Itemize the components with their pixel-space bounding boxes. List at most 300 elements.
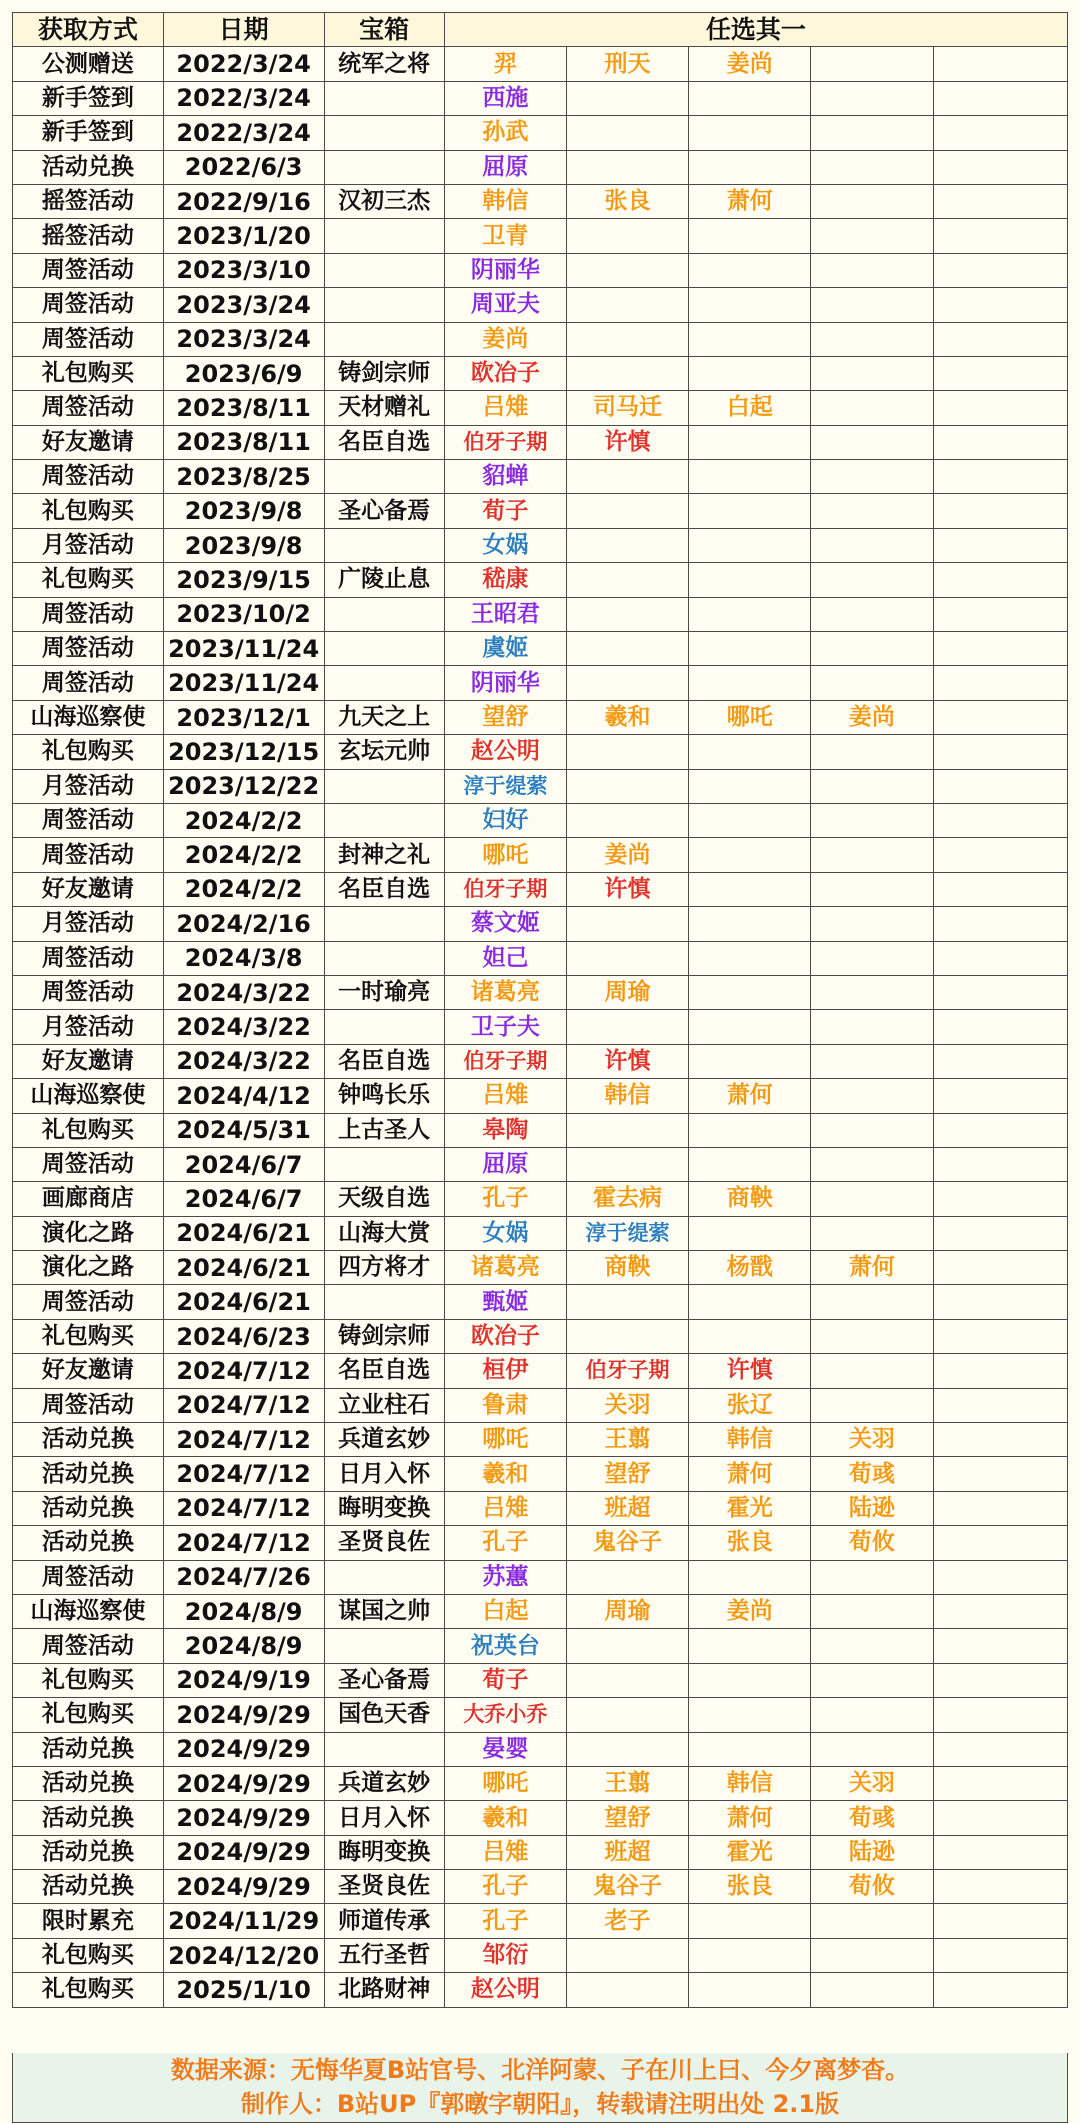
hero-cell: 周瑜 <box>566 975 688 1009</box>
hero-acquisition-table <box>12 12 1068 2008</box>
hero-cell: 许慎 <box>566 425 688 459</box>
empty-cell <box>811 872 933 906</box>
method-cell: 活动兑换 <box>13 1491 164 1525</box>
empty-cell <box>811 1560 933 1594</box>
table-row <box>13 1251 1068 1285</box>
table-row <box>13 1423 1068 1457</box>
method-cell: 演化之路 <box>13 1251 164 1285</box>
date-cell: 2024/2/16 <box>163 907 324 941</box>
hero-cell: 萧何 <box>689 1079 811 1113</box>
date-cell: 2023/8/11 <box>163 425 324 459</box>
table-row <box>13 1973 1068 2007</box>
empty-cell <box>689 735 811 769</box>
empty-cell <box>689 219 811 253</box>
hero-cell: 姜尚 <box>689 1594 811 1628</box>
hero-cell: 哪吒 <box>444 1423 566 1457</box>
box-cell: 北路财神 <box>324 1973 444 2007</box>
empty-cell <box>933 356 1068 390</box>
empty-cell <box>811 1698 933 1732</box>
empty-cell <box>566 253 688 287</box>
box-cell <box>324 150 444 184</box>
header-row <box>13 13 1068 47</box>
date-cell: 2024/7/12 <box>163 1423 324 1457</box>
table-row <box>13 1147 1068 1181</box>
empty-cell <box>811 975 933 1009</box>
hero-cell: 霍去病 <box>566 1182 688 1216</box>
hero-cell: 孔子 <box>444 1870 566 1904</box>
hero-cell: 赵公明 <box>444 735 566 769</box>
hero-cell: 张良 <box>689 1526 811 1560</box>
empty-cell <box>689 494 811 528</box>
empty-cell <box>689 1216 811 1250</box>
empty-cell <box>933 735 1068 769</box>
table-row <box>13 1216 1068 1250</box>
date-cell: 2023/6/9 <box>163 356 324 390</box>
method-cell: 礼包购买 <box>13 735 164 769</box>
hero-cell: 苏蕙 <box>444 1560 566 1594</box>
empty-cell <box>811 219 933 253</box>
hero-cell: 萧何 <box>811 1251 933 1285</box>
empty-cell <box>689 1285 811 1319</box>
empty-cell <box>811 1732 933 1766</box>
empty-cell <box>566 1113 688 1147</box>
empty-cell <box>933 1251 1068 1285</box>
empty-cell <box>689 1319 811 1353</box>
hero-cell: 白起 <box>689 391 811 425</box>
empty-cell <box>933 47 1068 81</box>
empty-cell <box>811 1182 933 1216</box>
empty-cell <box>811 769 933 803</box>
hero-cell: 姜尚 <box>689 47 811 81</box>
hero-cell: 邹衍 <box>444 1938 566 1972</box>
empty-cell <box>689 838 811 872</box>
date-cell: 2024/5/31 <box>163 1113 324 1147</box>
table-row <box>13 1319 1068 1353</box>
empty-cell <box>933 1870 1068 1904</box>
hero-cell: 甄姬 <box>444 1285 566 1319</box>
empty-cell <box>811 1079 933 1113</box>
empty-cell <box>689 1044 811 1078</box>
box-cell: 九天之上 <box>324 700 444 734</box>
box-cell: 圣心备焉 <box>324 494 444 528</box>
empty-cell <box>566 1560 688 1594</box>
table-row <box>13 1938 1068 1972</box>
date-cell: 2023/9/8 <box>163 528 324 562</box>
empty-cell <box>566 494 688 528</box>
date-cell: 2022/3/24 <box>163 116 324 150</box>
method-cell: 礼包购买 <box>13 1938 164 1972</box>
empty-cell <box>566 1629 688 1663</box>
empty-cell <box>566 150 688 184</box>
date-cell: 2024/6/7 <box>163 1147 324 1181</box>
box-cell <box>324 941 444 975</box>
hero-cell: 妲己 <box>444 941 566 975</box>
method-cell: 新手签到 <box>13 81 164 115</box>
box-cell: 圣心备焉 <box>324 1663 444 1697</box>
hero-cell: 诸葛亮 <box>444 975 566 1009</box>
table-row <box>13 494 1068 528</box>
hero-cell: 鬼谷子 <box>566 1526 688 1560</box>
method-cell: 月签活动 <box>13 907 164 941</box>
empty-cell <box>689 425 811 459</box>
empty-cell <box>933 150 1068 184</box>
date-cell: 2024/3/22 <box>163 1010 324 1044</box>
date-cell: 2024/3/8 <box>163 941 324 975</box>
empty-cell <box>566 219 688 253</box>
method-cell: 摇签活动 <box>13 219 164 253</box>
empty-cell <box>811 47 933 81</box>
hero-cell: 杨戬 <box>689 1251 811 1285</box>
empty-cell <box>811 1663 933 1697</box>
table-row <box>13 184 1068 218</box>
hero-cell: 皋陶 <box>444 1113 566 1147</box>
method-cell: 好友邀请 <box>13 425 164 459</box>
empty-cell <box>933 253 1068 287</box>
empty-cell <box>933 1766 1068 1800</box>
empty-cell <box>933 872 1068 906</box>
hero-cell: 荀子 <box>444 1663 566 1697</box>
box-cell: 谋国之帅 <box>324 1594 444 1628</box>
empty-cell <box>933 1354 1068 1388</box>
date-cell: 2022/6/3 <box>163 150 324 184</box>
table-row <box>13 700 1068 734</box>
hero-cell: 鲁肃 <box>444 1388 566 1422</box>
hero-cell: 商鞅 <box>689 1182 811 1216</box>
hero-cell: 欧冶子 <box>444 1319 566 1353</box>
hero-cell: 孔子 <box>444 1904 566 1938</box>
empty-cell <box>933 528 1068 562</box>
empty-cell <box>689 81 811 115</box>
table-row <box>13 1285 1068 1319</box>
hero-cell: 姜尚 <box>811 700 933 734</box>
empty-cell <box>689 460 811 494</box>
empty-cell <box>811 1010 933 1044</box>
empty-cell <box>811 1354 933 1388</box>
table-row <box>13 1801 1068 1835</box>
hero-cell: 商鞅 <box>566 1251 688 1285</box>
method-cell: 画廊商店 <box>13 1182 164 1216</box>
hero-cell: 王昭君 <box>444 597 566 631</box>
table-row <box>13 1491 1068 1525</box>
hero-cell: 荀子 <box>444 494 566 528</box>
date-cell: 2024/12/20 <box>163 1938 324 1972</box>
hero-cell: 萧何 <box>689 184 811 218</box>
table-row <box>13 460 1068 494</box>
method-cell: 礼包购买 <box>13 1319 164 1353</box>
hero-cell: 张良 <box>566 184 688 218</box>
empty-cell <box>933 460 1068 494</box>
empty-cell <box>689 1732 811 1766</box>
hero-cell: 姜尚 <box>566 838 688 872</box>
table-row <box>13 356 1068 390</box>
table-row <box>13 391 1068 425</box>
empty-cell <box>566 528 688 562</box>
hero-cell: 女娲 <box>444 528 566 562</box>
box-cell: 师道传承 <box>324 1904 444 1938</box>
hero-cell: 桓伊 <box>444 1354 566 1388</box>
empty-cell <box>811 391 933 425</box>
method-cell: 活动兑换 <box>13 1835 164 1869</box>
empty-cell <box>811 460 933 494</box>
hero-cell: 霍光 <box>689 1491 811 1525</box>
hero-cell: 屈原 <box>444 1147 566 1181</box>
hero-cell: 姜尚 <box>444 322 566 356</box>
empty-cell <box>689 803 811 837</box>
box-cell: 名臣自选 <box>324 1044 444 1078</box>
table-row <box>13 1870 1068 1904</box>
empty-cell <box>811 666 933 700</box>
empty-cell <box>811 1973 933 2007</box>
hero-cell: 韩信 <box>689 1423 811 1457</box>
hero-cell: 司马迁 <box>566 391 688 425</box>
table-row <box>13 666 1068 700</box>
hero-cell: 孔子 <box>444 1182 566 1216</box>
date-cell: 2024/7/12 <box>163 1354 324 1388</box>
empty-cell <box>933 1594 1068 1628</box>
empty-cell <box>933 1457 1068 1491</box>
method-cell: 活动兑换 <box>13 1526 164 1560</box>
empty-cell <box>689 1973 811 2007</box>
hero-cell: 荀攸 <box>811 1526 933 1560</box>
date-cell: 2024/2/2 <box>163 838 324 872</box>
table-row <box>13 253 1068 287</box>
header-method: 获取方式 <box>13 13 164 47</box>
method-cell: 礼包购买 <box>13 356 164 390</box>
empty-cell <box>811 597 933 631</box>
date-cell: 2023/3/24 <box>163 322 324 356</box>
box-cell: 铸剑宗师 <box>324 1319 444 1353</box>
box-cell: 兵道玄妙 <box>324 1766 444 1800</box>
table-row <box>13 975 1068 1009</box>
empty-cell <box>566 1938 688 1972</box>
method-cell: 周签活动 <box>13 666 164 700</box>
table-row <box>13 1079 1068 1113</box>
empty-cell <box>689 1629 811 1663</box>
box-cell: 汉初三杰 <box>324 184 444 218</box>
footer-source: 数据来源：无悔华夏B站官号、北洋阿蒙、子在川上曰、今夕离梦杳。 <box>12 2053 1068 2089</box>
date-cell: 2024/8/9 <box>163 1594 324 1628</box>
empty-cell <box>811 1285 933 1319</box>
hero-cell: 阴丽华 <box>444 253 566 287</box>
hero-cell: 班超 <box>566 1491 688 1525</box>
box-cell <box>324 769 444 803</box>
header-date: 日期 <box>163 13 324 47</box>
box-cell: 名臣自选 <box>324 425 444 459</box>
empty-cell <box>689 1698 811 1732</box>
box-cell <box>324 632 444 666</box>
date-cell: 2024/9/29 <box>163 1732 324 1766</box>
empty-cell <box>811 494 933 528</box>
empty-cell <box>689 528 811 562</box>
date-cell: 2023/8/11 <box>163 391 324 425</box>
box-cell: 圣贤良佐 <box>324 1870 444 1904</box>
box-cell: 天级自选 <box>324 1182 444 1216</box>
empty-cell <box>689 322 811 356</box>
date-cell: 2024/9/29 <box>163 1801 324 1835</box>
hero-cell: 哪吒 <box>444 1766 566 1800</box>
empty-cell <box>689 288 811 322</box>
box-cell: 广陵止息 <box>324 563 444 597</box>
hero-cell: 吕雉 <box>444 391 566 425</box>
empty-cell <box>933 1388 1068 1422</box>
hero-cell: 阴丽华 <box>444 666 566 700</box>
box-cell <box>324 1147 444 1181</box>
empty-cell <box>933 1835 1068 1869</box>
hero-cell: 伯牙子期 <box>444 872 566 906</box>
method-cell: 周签活动 <box>13 1388 164 1422</box>
method-cell: 活动兑换 <box>13 1732 164 1766</box>
empty-cell <box>933 1423 1068 1457</box>
box-cell: 国色天香 <box>324 1698 444 1732</box>
hero-cell: 关羽 <box>566 1388 688 1422</box>
box-cell <box>324 803 444 837</box>
method-cell: 山海巡察使 <box>13 1594 164 1628</box>
date-cell: 2024/2/2 <box>163 803 324 837</box>
empty-cell <box>566 1147 688 1181</box>
date-cell: 2023/11/24 <box>163 666 324 700</box>
method-cell: 礼包购买 <box>13 1698 164 1732</box>
empty-cell <box>811 632 933 666</box>
empty-cell <box>933 632 1068 666</box>
method-cell: 周签活动 <box>13 288 164 322</box>
header-choose-one: 任选其一 <box>444 13 1067 47</box>
empty-cell <box>566 1285 688 1319</box>
empty-cell <box>933 81 1068 115</box>
hero-cell: 伯牙子期 <box>444 425 566 459</box>
empty-cell <box>933 1491 1068 1525</box>
footer-author: 制作人：B站UP『郭暾字朝阳』，转载请注明出处 2.1版 <box>12 2087 1068 2123</box>
date-cell: 2024/7/12 <box>163 1388 324 1422</box>
empty-cell <box>933 1560 1068 1594</box>
empty-cell <box>566 1319 688 1353</box>
hero-cell: 诸葛亮 <box>444 1251 566 1285</box>
empty-cell <box>811 322 933 356</box>
box-cell <box>324 1010 444 1044</box>
date-cell: 2023/3/24 <box>163 288 324 322</box>
box-cell: 天材赠礼 <box>324 391 444 425</box>
empty-cell <box>689 769 811 803</box>
empty-cell <box>689 1010 811 1044</box>
table-row <box>13 907 1068 941</box>
hero-cell: 虞姬 <box>444 632 566 666</box>
box-cell: 日月入怀 <box>324 1457 444 1491</box>
hero-cell: 哪吒 <box>689 700 811 734</box>
empty-cell <box>689 632 811 666</box>
method-cell: 活动兑换 <box>13 1423 164 1457</box>
empty-cell <box>933 494 1068 528</box>
box-cell <box>324 219 444 253</box>
hero-cell: 班超 <box>566 1835 688 1869</box>
table-row <box>13 1388 1068 1422</box>
table-row <box>13 1354 1068 1388</box>
box-cell: 上古圣人 <box>324 1113 444 1147</box>
hero-cell: 卫子夫 <box>444 1010 566 1044</box>
empty-cell <box>811 116 933 150</box>
empty-cell <box>933 1938 1068 1972</box>
method-cell: 活动兑换 <box>13 1870 164 1904</box>
empty-cell <box>933 666 1068 700</box>
table-row <box>13 1560 1068 1594</box>
box-cell: 晦明变换 <box>324 1491 444 1525</box>
hero-cell: 鬼谷子 <box>566 1870 688 1904</box>
date-cell: 2024/4/12 <box>163 1079 324 1113</box>
box-cell <box>324 666 444 700</box>
empty-cell <box>933 1285 1068 1319</box>
date-cell: 2024/3/22 <box>163 975 324 1009</box>
hero-cell: 妇好 <box>444 803 566 837</box>
hero-cell: 萧何 <box>689 1457 811 1491</box>
date-cell: 2024/8/9 <box>163 1629 324 1663</box>
method-cell: 摇签活动 <box>13 184 164 218</box>
box-cell <box>324 1629 444 1663</box>
hero-cell: 许慎 <box>566 872 688 906</box>
hero-cell: 韩信 <box>689 1766 811 1800</box>
date-cell: 2023/12/1 <box>163 700 324 734</box>
date-cell: 2024/6/21 <box>163 1216 324 1250</box>
date-cell: 2024/9/29 <box>163 1870 324 1904</box>
box-cell: 铸剑宗师 <box>324 356 444 390</box>
hero-cell: 关羽 <box>811 1766 933 1800</box>
table-row <box>13 769 1068 803</box>
method-cell: 周签活动 <box>13 1147 164 1181</box>
empty-cell <box>689 1663 811 1697</box>
table-row <box>13 1663 1068 1697</box>
hero-cell: 张良 <box>689 1870 811 1904</box>
method-cell: 活动兑换 <box>13 150 164 184</box>
empty-cell <box>566 666 688 700</box>
empty-cell <box>811 1904 933 1938</box>
method-cell: 周签活动 <box>13 253 164 287</box>
empty-cell <box>811 288 933 322</box>
method-cell: 周签活动 <box>13 322 164 356</box>
hero-cell: 望舒 <box>444 700 566 734</box>
box-cell: 钟鸣长乐 <box>324 1079 444 1113</box>
hero-cell: 荀彧 <box>811 1457 933 1491</box>
date-cell: 2023/11/24 <box>163 632 324 666</box>
empty-cell <box>811 1388 933 1422</box>
empty-cell <box>566 1732 688 1766</box>
empty-cell <box>689 1560 811 1594</box>
method-cell: 山海巡察使 <box>13 1079 164 1113</box>
date-cell: 2023/8/25 <box>163 460 324 494</box>
empty-cell <box>811 1319 933 1353</box>
empty-cell <box>566 735 688 769</box>
method-cell: 周签活动 <box>13 838 164 872</box>
empty-cell <box>811 1938 933 1972</box>
box-cell: 四方将才 <box>324 1251 444 1285</box>
date-cell: 2022/3/24 <box>163 81 324 115</box>
date-cell: 2022/3/24 <box>163 47 324 81</box>
hero-cell: 许慎 <box>566 1044 688 1078</box>
empty-cell <box>566 803 688 837</box>
table-row <box>13 1044 1068 1078</box>
method-cell: 礼包购买 <box>13 1973 164 2007</box>
date-cell: 2024/11/29 <box>163 1904 324 1938</box>
empty-cell <box>811 150 933 184</box>
empty-cell <box>689 1113 811 1147</box>
empty-cell <box>811 735 933 769</box>
hero-cell: 张辽 <box>689 1388 811 1422</box>
hero-cell: 王翦 <box>566 1423 688 1457</box>
box-cell: 五行圣哲 <box>324 1938 444 1972</box>
method-cell: 好友邀请 <box>13 872 164 906</box>
table-row <box>13 1113 1068 1147</box>
date-cell: 2023/12/15 <box>163 735 324 769</box>
method-cell: 活动兑换 <box>13 1766 164 1800</box>
hero-cell: 刑天 <box>566 47 688 81</box>
table-row <box>13 1594 1068 1628</box>
empty-cell <box>566 632 688 666</box>
